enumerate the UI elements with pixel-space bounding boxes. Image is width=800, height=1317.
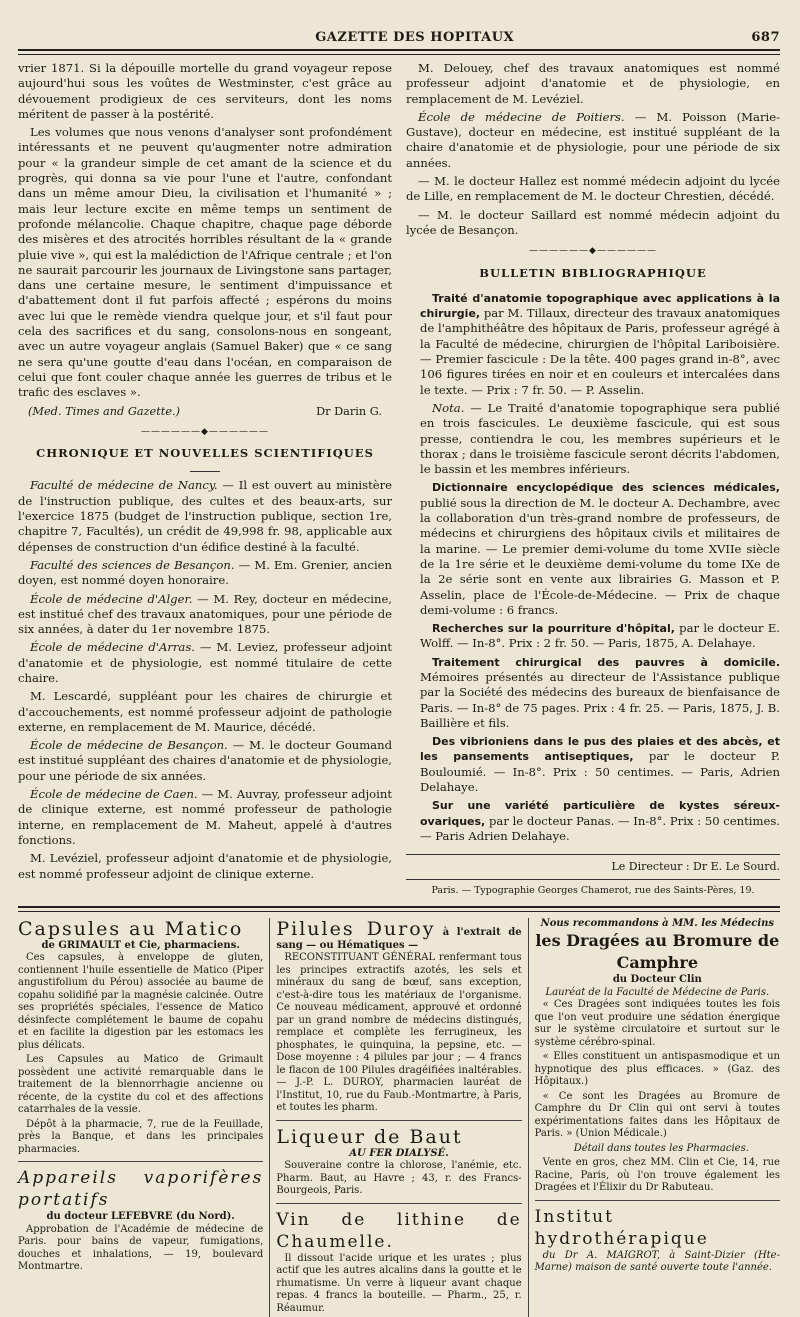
ornament-divider: ——————◆—————— [529, 246, 657, 257]
news-item-text: M. Delouey, chef des travaux anatomiques est nommé professeur adjoint d'anatomie et de physiologie, en remplacement de M. Levéziel. [406, 61, 780, 106]
news-item-head: École de médecine de Poitiers. [418, 109, 625, 124]
ad-matico-title: Capsules au Matico [18, 917, 244, 940]
bib-entry-text: par le docteur P. Bouloumié. — In-8°. Prix : 50 centimes. — Paris, Adrien Delahaye. [420, 749, 780, 795]
ad-separator [18, 1161, 263, 1162]
bib-entry-head: Traitement chirurgical des pauvres à domicile. [432, 655, 780, 669]
ad-duroy-header [276, 918, 521, 953]
news-item-text: — M. Em. Grenier, ancien doyen, est nommé doyen honoraire. [18, 557, 393, 588]
news-item-text: — M. le docteur Goumand est institué suppléant des chaires d'anatomie et de physiologie, pour une période de six années. [18, 738, 392, 783]
ad-text: « Ces Dragées sont indiquées toutes les fois que l'on veut produire une sédation énergique sur le système circulatoire et surtout sur le système cérébro-spinal. [534, 999, 780, 1048]
news-item [18, 851, 392, 882]
bib-entry-text: publié sous la direction de M. le docteur A. Dechambre, avec la collaboration d'un très-grand nombre de professeurs, de médecins et chirurgiens des hôpitaux civils et militaires de la marine. — Le premier demi-volume du tome XVIIe siècle de la 1re série et le deuxième demi-volume du tome IXe de la 2e série sont en vente aux librairies G. Masson et P. Asselin, place de l'École-de-Médecine. — Prix de chaque demi-volume : 6 francs. [420, 495, 780, 617]
ad-text: Il dissout l'acide urique et les urates ; plus actif que les autres alcalins dans la goutte et le rhumatisme. Un verre à liqueur avant chaque repas. 4 francs la bouteille. — Pharm., 25, r. Réaumur. [276, 1252, 522, 1314]
news-item-head: Faculté des sciences de Besançon. [30, 557, 235, 572]
news-item [18, 738, 392, 784]
news-item-text: — M. Auvray, professeur adjoint de clinique externe, est nommé professeur de pathologie interne, en remplacement de M. Maheut, appelé à d'autres fonctions. [18, 787, 392, 847]
ad-clin-sub: du Docteur Clin [612, 974, 702, 986]
news-item-head: École de médecine de Besançon. [30, 738, 228, 753]
news-item [406, 208, 780, 239]
ad-column-right [528, 918, 780, 1317]
news-item-text: — Il est ouvert au ministère de l'instruction publique, des cultes et des beaux-arts, sur l'exercice 1875 (budget de l'instruction publique, section 1re, chapitre 7, Facultés), un crédit de 49,998 fr. 98, applicable aux dépenses de construction d'un édifice destiné à la faculté. [18, 478, 392, 554]
bib-entry [406, 401, 780, 477]
news-item [18, 689, 392, 735]
news-item-head: École de médecine d'Arras. [30, 640, 195, 655]
news-item-head: Faculté de médecine de Nancy. [30, 478, 218, 493]
ad-text: Détail dans toutes les Pharmacies. [573, 1142, 749, 1154]
ad-institut-title: Institut hydrothérapique [534, 1206, 709, 1249]
ad-vapo-title: Appareils vaporifères portatifs [18, 1168, 264, 1211]
ad-text: Les Capsules au Matico de Grimault possèdent une activité remarquable dans le traitement de la blennorrhagie ancienne ou récente, de la cystite du col et des affections catarrhales de la vessie. [18, 1054, 264, 1116]
article-paragraph: vrier 1871. Si la dépouille mortelle du grand voyageur repose aujourd'hui sous les voûtes de Westminster, c'est grâce au dévouement prodigieux de ces serviteurs, dont les noms méritent de passer à la postérité. [18, 61, 392, 121]
ad-baut-sub: AU FER DIALYSÉ. [349, 1147, 449, 1159]
news-item-text: — M. Leviez, professeur adjoint d'anatomie et de physiologie, est nommé titulaire de cette chaire. [18, 640, 392, 685]
news-item-text: — M. Rey, docteur en médecine, est institué chef des travaux anatomiques, pour une période de six années, à dater du 1er novembre 1875. [18, 591, 392, 637]
main-columns [18, 61, 780, 898]
news-item-text: — M. Poisson (Marie-Gustave), docteur en médecine, est institué suppléant de la chaire d'anatomie et de physiologie, pour une période de six années. [406, 109, 780, 170]
newspaper-page [18, 30, 780, 1317]
news-item-text: M. Levéziel, professeur adjoint d'anatomie et de physiologie, est nommé professeur adjoint de clinique externe. [18, 851, 392, 881]
bib-entry-head: Des vibrioniens dans le pus des plaies et des abcès, et les pansements antiseptiques, [420, 735, 780, 764]
news-item [406, 110, 780, 171]
header-rule [18, 49, 780, 55]
ad-clin-intro: Nous recommandons à MM. les Médecins [540, 917, 775, 929]
short-rule [190, 471, 220, 472]
bib-entry [406, 655, 780, 731]
bulletin-title: BULLETIN BIBLIOGRAPHIQUE [479, 265, 707, 280]
page-number: 687 [751, 30, 780, 45]
ad-text: Dépôt à la pharmacie, 7, rue de la Feuillade, près la Banque, et dans les principales pharmacies. [18, 1118, 264, 1155]
bib-entry [406, 798, 780, 844]
chronique-title: CHRONIQUE ET NOUVELLES SCIENTIFIQUES [36, 446, 374, 461]
left-column [18, 61, 392, 898]
news-item [406, 61, 780, 107]
ad-text: Vente en gros, chez MM. Clin et Cie, 14, rue Racine, Paris, où l'on trouve également les Dragées et l'Élixir du Dr Rabuteau. [534, 1157, 780, 1194]
bib-entry-head: Traité d'anatomie topographique avec applications à la chirurgie, [420, 291, 780, 321]
bib-entry-head: Recherches sur la pourriture d'hôpital, [432, 622, 675, 636]
ad-text: « Ce sont les Dragées au Bromure de Camphre du Dr Clin qui ont servi à toutes expérimentations faites dans les Hôpitaux de Paris. » (Union Médicale.) [534, 1090, 780, 1140]
ad-matico-sub: de GRIMAULT et Cie, pharmaciens. [41, 939, 240, 951]
ad-text: « Elles constituent un antispasmodique et un hypnotique des plus efficaces. » (Gaz. des Hôpitaux.) [534, 1051, 780, 1088]
bib-entry-head: Nota. [432, 400, 465, 415]
bib-entry [406, 480, 780, 618]
news-item [18, 478, 392, 554]
bib-entry [406, 734, 780, 795]
ad-text: du Dr A. MAIGROT, à Saint-Dizier (Hte-Marne) maison de santé ouverte toute l'année. [534, 1249, 780, 1274]
ad-separator [276, 1203, 521, 1204]
news-item-head: École de médecine d'Alger. [30, 591, 193, 606]
ad-duroy-title-small: à l'extrait de sang — ou Hématiques — [276, 926, 522, 951]
ad-text: Ces capsules, à enveloppe de gluten, contiennent l'huile essentielle de Matico (Piper angustifolium du Pérou) associée au baume de copahu solidifié par la magnésie calcinée. Outre ses propriétés spéciales, l'essence de Matico désinfecte complétement le baume de copahu et en facilite la digestion par les estomacs les plus délicats. [18, 952, 264, 1051]
advertisements [18, 918, 780, 1317]
ads-rule [18, 906, 780, 912]
page-header [18, 30, 780, 45]
ad-clin-laureat: Lauréat de la Faculté de Médecine de Paris. [545, 986, 770, 998]
bib-entry-text: — Le Traité d'anatomie topographique sera publié en trois fascicules. Le deuxième fascicule, qui est sous presse, contiendra le cou, les membres supérieurs et le thorax ; dans le troisième fascicule seront décrits l'abdomen, le bassin et les membres inférieurs. [420, 400, 780, 477]
news-item [18, 558, 392, 589]
ad-vapo-sub: du docteur LEFEBVRE (du Nord). [46, 1211, 235, 1223]
bib-entry-text: par le docteur E. Wolff. — In-8°. Prix : 2 fr. 50. — Paris, 1875, A. Delahaye. [420, 621, 780, 651]
news-item-text: — M. le docteur Hallez est nommé médecin adjoint du lycée de Lille, en remplacement de M. le docteur Chrestien, décédé. [406, 174, 780, 204]
ad-text: Approbation de l'Académie de médecine de Paris. pour bains de vapeur, fumigations, douches et inhalations, — 19, boulevard Montmartre. [18, 1223, 264, 1273]
ornament-divider: ——————◆—————— [141, 426, 269, 437]
article-source: (Med. Times and Gazette.) [28, 404, 181, 418]
ad-clin-title: les Dragées au Bromure de Camphre [535, 931, 780, 973]
news-item-text: — M. le docteur Saillard est nommé médecin adjoint du lycée de Besançon. [406, 207, 780, 237]
director-line: Le Directeur : Dr E. Le Sourd. [406, 854, 780, 874]
journal-title: GAZETTE DES HOPITAUX [315, 30, 515, 45]
bib-entry [406, 291, 780, 398]
ad-text: Souveraine contre la chlorose, l'anémie, etc. Pharm. Baut, au Havre ; 43, r. des Francs-Bourgeois, Paris. [276, 1160, 522, 1197]
bib-entry-text: par le docteur Panas. — In-8°. Prix : 50 centimes. — Paris Adrien Delahaye. [420, 813, 780, 843]
news-item [406, 174, 780, 205]
article-paragraph: Les volumes que nous venons d'analyser sont profondément intéressants et ne peuvent qu'augmenter notre admiration pour « la grandeur simple de cet amant de la science et du progrès, qui donna sa vie pour l'une et l'autre, confondant dans un même amour Dieu, la civilisation et l'humanité » ; mais leur lecture excite en même temps un sentiment de profonde mélancolie. Chaque chapitre, chaque page déborde des misères et des atrocités horribles résultant de la « grande pluie vive », qui est la malédiction de l'Afrique centrale ; et l'on ne saurait parcourir les journaux de Livingstone sans partager, dans une certaine mesure, le sentiment d'impuissance et d'abattement dont il fut parfois affecté ; espérons du moins avec lui que le remède viendra quelque jour, et s'il faut pour cela des sacrifices et du sang, consolons-nous en songeant, avec un autre voyageur anglais (Samuel Baker) que « ce sang ne sera qu'une goutte d'eau dans l'océan, en comparaison de celui que font couler chaque année les guerres de tribus et le trafic des esclaves ». [18, 125, 392, 400]
ad-text: RECONSTITUANT GÉNÉRAL renfermant tous les principes extractifs azotés, les sels et minéraux du sang de bœuf, sans exception, c'est-à-dire tous les matériaux de l'organisme. Ce nouveau médicament, approuvé et ordonné par un grand nombre de médecins distingués, remplace et complète les ferrugineux, les phosphates, le quinquina, la pepsine, etc. — Dose moyenne : 4 pilules par jour ; — 4 francs le flacon de 100 Pilules dragéifiées inaltérables. — J.-P. L. DUROY, pharmacien lauréat de l'Institut, 10, rue du Faub.-Montmartre, à Paris, et toutes les pharm. [276, 952, 522, 1114]
article-signature [18, 404, 392, 419]
bib-entry [406, 621, 780, 652]
bib-entry-head: Sur une variété particulière de kystes séreux-ovariques, [420, 799, 780, 828]
ad-baut-title: Liqueur de Baut [276, 1125, 463, 1148]
bib-entry-head: Dictionnaire encyclopédique des sciences médicales, [432, 481, 780, 495]
ad-separator [535, 1200, 780, 1201]
ad-column-middle [269, 918, 521, 1317]
ad-separator [276, 1120, 521, 1121]
news-item-head: École de médecine de Caen. [30, 787, 198, 802]
printer-line: Paris. — Typographie Georges Chamerot, rue des Saints-Pères, 19. [406, 879, 780, 898]
ad-column-left [18, 918, 263, 1317]
right-column [406, 61, 780, 898]
bib-entry-text: par M. Tillaux, directeur des travaux anatomiques de l'amphithéâtre des hôpitaux de Paris, professeur agrégé à la Faculté de médecine, chirurgien de l'hôpital Lariboisière. — Premier fascicule : De la tête. 400 pages grand in-8°, avec 106 figures tirées en noir et en couleurs et intercalées dans le texte. — Prix : 7 fr. 50. — P. Asselin. [420, 306, 780, 397]
news-item-text: M. Lescardé, suppléant pour les chaires de chirurgie et d'accouchements, est nommé professeur adjoint de pathologie externe, en remplacement de M. Maurice, décédé. [18, 689, 392, 734]
article-author: Dr Darin G. [316, 404, 382, 418]
ad-duroy-title: Pilules Duroy [276, 917, 436, 940]
news-item [18, 592, 392, 638]
news-item [18, 640, 392, 686]
ad-chaumelle-title: Vin de lithine de Chaumelle. [276, 1209, 522, 1252]
bib-entry-text: Mémoires présentés au directeur de l'Assistance publique par la Société des médecins des bureaux de bienfaisance de Paris. — In-8° de 75 pages. Prix : 4 fr. 25. — Paris, 1875, J. B. Baillière et fils. [420, 669, 780, 730]
news-item [18, 787, 392, 848]
